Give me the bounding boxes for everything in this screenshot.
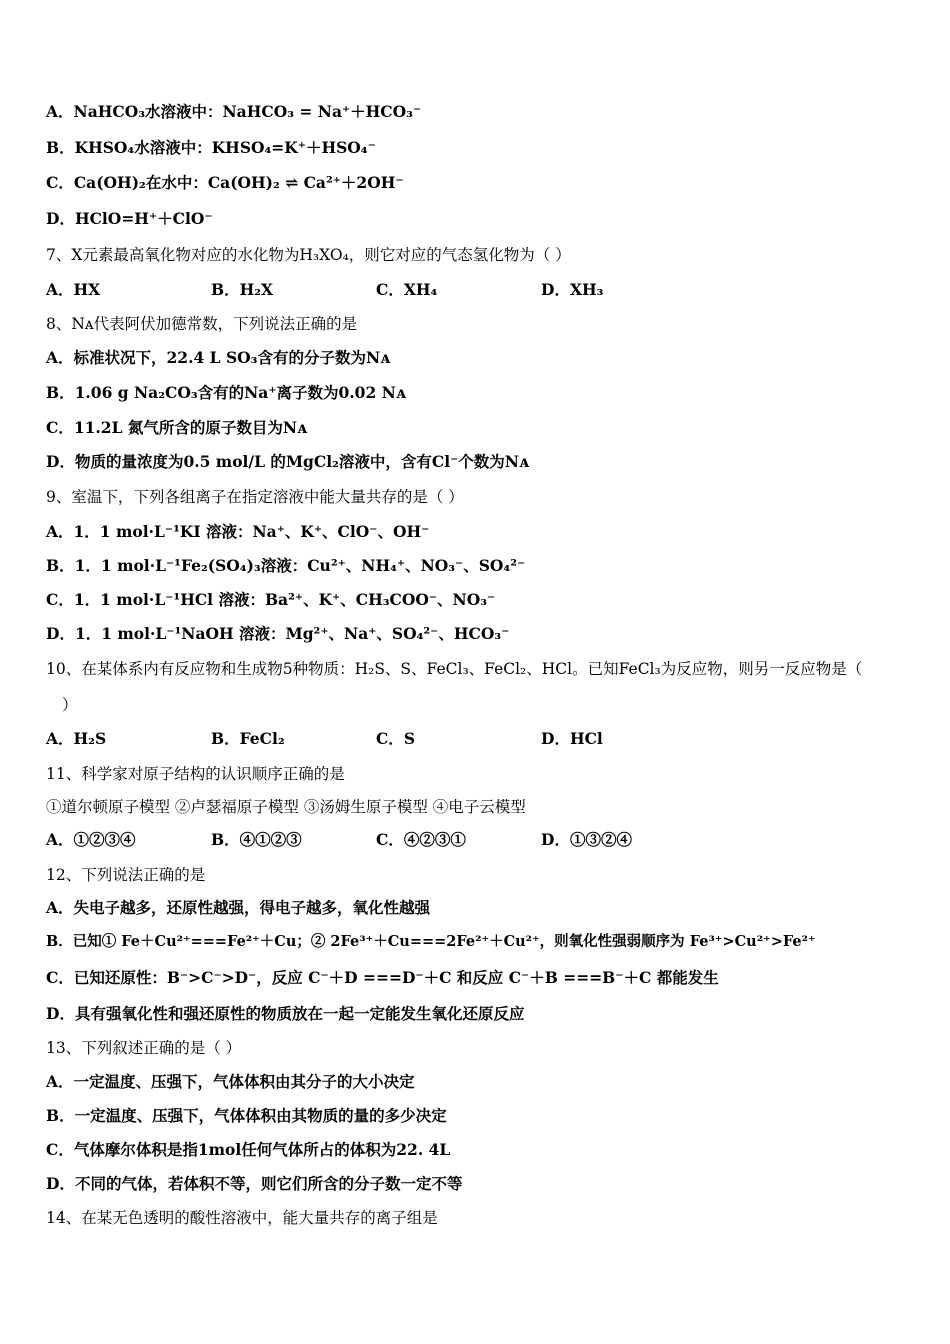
q10-option-a: A．H₂S: [46, 729, 107, 748]
q9-option-d: D．1．1 mol·L⁻¹NaOH 溶液：Mg²⁺、Na⁺、SO₄²⁻、HCO₃⁻: [46, 624, 510, 643]
q6-option-c: C．Ca(OH)₂在水中：Ca(OH)₂ ⇌ Ca²⁺＋2OH⁻: [46, 173, 404, 192]
q7-option-a: A．HX: [46, 280, 101, 299]
q7-stem: 7、X元素最高氧化物对应的水化物为H₃XO₄，则它对应的气态氢化物为（ ）: [46, 246, 571, 264]
q7-option-b: B．H₂X: [211, 280, 274, 299]
q7-option-c: C．XH₄: [376, 280, 438, 299]
q10-option-b: B．FeCl₂: [211, 729, 285, 748]
q9-option-c: C．1．1 mol·L⁻¹HCl 溶液：Ba²⁺、K⁺、CH₃COO⁻、NO₃⁻: [46, 590, 496, 609]
q8-option-a: A．标准状况下，22.4 L SO₃含有的分子数为Nᴀ: [46, 348, 391, 367]
q12-option-b: B．已知① Fe＋Cu²⁺===Fe²⁺＋Cu；② 2Fe³⁺＋Cu===2Fe²⁺＋Cu²⁺，则氧化性强弱顺序为 Fe³⁺>Cu²⁺>Fe²⁺: [46, 933, 816, 950]
q12-option-c: C．已知还原性：B⁻>C⁻>D⁻，反应 C⁻＋D ===D⁻＋C 和反应 C⁻＋B ===B⁻＋C 都能发生: [46, 968, 719, 987]
q6-option-d: D．HClO=H⁺＋ClO⁻: [46, 209, 213, 228]
q11-option-c: C．④②③①: [376, 830, 466, 849]
q14-stem: 14、在某无色透明的酸性溶液中，能大量共存的离子组是: [46, 1209, 438, 1227]
q6-option-b: B．KHSO₄水溶液中：KHSO₄=K⁺＋HSO₄⁻: [46, 138, 376, 157]
q13-option-a: A．一定温度、压强下，气体体积由其分子的大小决定: [46, 1072, 415, 1091]
q8-option-d: D．物质的量浓度为0.5 mol/L 的MgCl₂溶液中，含有Cl⁻个数为Nᴀ: [46, 452, 529, 471]
q7-option-d: D．XH₃: [541, 280, 604, 299]
q13-option-c: C．气体摩尔体积是指1mol任何气体所占的体积为22. 4L: [46, 1140, 451, 1159]
q10-option-d: D．HCl: [541, 729, 603, 748]
q11-option-b: B．④①②③: [211, 830, 302, 849]
q11-options: [46, 829, 706, 851]
q12-stem: 12、下列说法正确的是: [46, 866, 206, 884]
q10-stem-cont: ）: [62, 696, 78, 714]
q9-stem: 9、室温下，下列各组离子在指定溶液中能大量共存的是（ ）: [46, 488, 464, 506]
q8-option-c: C．11.2L 氮气所含的原子数目为Nᴀ: [46, 418, 307, 437]
q9-option-b: B．1．1 mol·L⁻¹Fe₂(SO₄)₃溶液：Cu²⁺、NH₄⁺、NO₃⁻、SO₄²⁻: [46, 556, 526, 575]
q11-models: ①道尔顿原子模型 ②卢瑟福原子模型 ③汤姆生原子模型 ④电子云模型: [46, 798, 526, 816]
q10-option-c: C．S: [376, 729, 416, 748]
q13-stem: 13、下列叙述正确的是（ ）: [46, 1039, 242, 1057]
q8-stem: 8、Nᴀ代表阿伏加德常数，下列说法正确的是: [46, 315, 358, 333]
q9-option-a: A．1．1 mol·L⁻¹KI 溶液：Na⁺、K⁺、ClO⁻、OH⁻: [46, 522, 430, 541]
q11-option-a: A．①②③④: [46, 830, 136, 849]
q11-stem: 11、科学家对原子结构的认识顺序正确的是: [46, 765, 345, 783]
q7-options: [46, 279, 706, 301]
q8-option-b: B．1.06 g Na₂CO₃含有的Na⁺离子数为0.02 Nᴀ: [46, 383, 406, 402]
q12-option-a: A．失电子越多，还原性越强，得电子越多，氧化性越强: [46, 898, 431, 917]
q13-option-b: B．一定温度、压强下，气体体积由其物质的量的多少决定: [46, 1106, 447, 1125]
q10-stem: 10、在某体系内有反应物和生成物5种物质：H₂S、S、FeCl₃、FeCl₂、HCl。已知FeCl₃为反应物，则另一反应物是（: [46, 660, 863, 678]
q10-options: [46, 728, 706, 750]
q11-option-d: D．①③②④: [541, 830, 632, 849]
q12-option-d: D．具有强氧化性和强还原性的物质放在一起一定能发生氧化还原反应: [46, 1004, 525, 1023]
q13-option-d: D．不同的气体，若体积不等，则它们所含的分子数一定不等: [46, 1174, 463, 1193]
q6-option-a: A．NaHCO₃水溶液中：NaHCO₃ = Na⁺＋HCO₃⁻: [46, 102, 422, 121]
